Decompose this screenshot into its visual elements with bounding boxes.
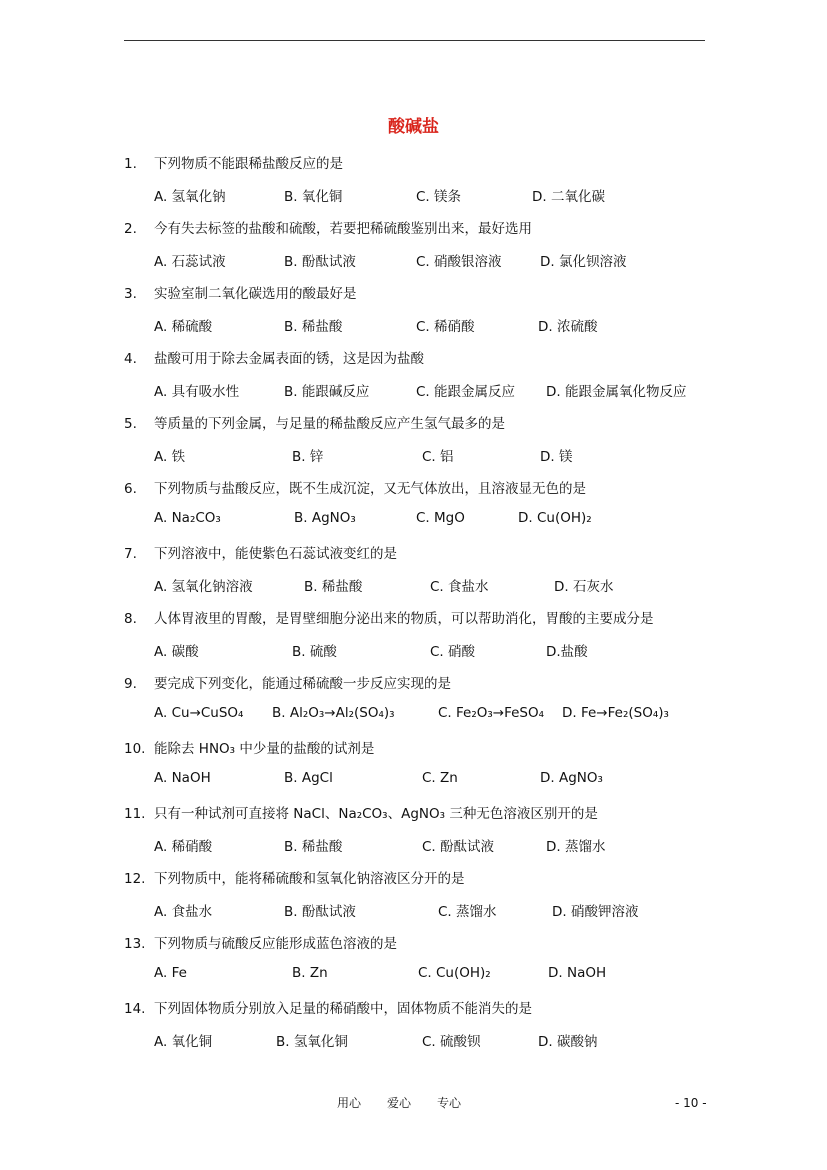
- question-number: 10.: [124, 741, 146, 757]
- question-number: 9.: [124, 676, 137, 692]
- question-number: 2.: [124, 221, 137, 237]
- option-a: A. 碳酸: [154, 644, 199, 660]
- option-a: A. 氢氧化钠溶液: [154, 579, 253, 595]
- question-text: 下列物质与硫酸反应能形成蓝色溶液的是: [154, 936, 397, 952]
- option-c: C. 硝酸银溶液: [416, 254, 502, 270]
- option-b: B. 酚酞试液: [284, 254, 356, 270]
- question-stem: [124, 217, 532, 237]
- option-d: D. 浓硫酸: [538, 319, 598, 335]
- option-b: B. 能跟碱反应: [284, 384, 370, 400]
- option-b: B. Al₂O₃→Al₂(SO₄)₃: [272, 705, 395, 721]
- question-text: 下列物质与盐酸反应，既不生成沉淀，又无气体放出，且溶液显无色的是: [154, 481, 586, 497]
- question-text: 能除去 HNO₃ 中少量的盐酸的试剂是: [154, 741, 375, 757]
- question-number: 4.: [124, 351, 137, 367]
- question-13: [0, 932, 827, 997]
- page-number: - 10 -: [675, 1096, 707, 1110]
- question-9: [0, 672, 827, 737]
- question-6: [0, 477, 827, 542]
- option-d: D. AgNO₃: [540, 770, 603, 786]
- question-number: 3.: [124, 286, 137, 302]
- option-b: B. AgCl: [284, 770, 333, 786]
- question-number: 1.: [124, 156, 137, 172]
- page-title: 酸碱盐: [388, 117, 439, 137]
- option-a: A. 稀硝酸: [154, 839, 213, 855]
- option-d: D. 硝酸钾溶液: [552, 904, 639, 920]
- option-a: A. 食盐水: [154, 904, 213, 920]
- question-text: 实验室制二氧化碳选用的酸最好是: [154, 286, 357, 302]
- question-stem: [124, 412, 505, 432]
- option-c: C. Cu(OH)₂: [418, 965, 491, 981]
- question-number: 7.: [124, 546, 137, 562]
- question-number: 8.: [124, 611, 137, 627]
- question-text: 下列物质中，能将稀硫酸和氢氧化钠溶液区分开的是: [154, 871, 465, 887]
- question-text: 下列固体物质分别放入足量的稀硝酸中，固体物质不能消失的是: [154, 1001, 532, 1017]
- question-1: [0, 152, 827, 217]
- option-b: B. 酚酞试液: [284, 904, 356, 920]
- option-d: D. Cu(OH)₂: [518, 510, 592, 526]
- question-stem: [124, 282, 357, 302]
- option-d: D. 碳酸钠: [538, 1034, 598, 1050]
- option-c: C. 铝: [422, 449, 454, 465]
- option-b: B. Zn: [292, 965, 328, 981]
- option-c: C. 酚酞试液: [422, 839, 495, 855]
- question-stem: [124, 477, 586, 497]
- option-c: C. 能跟金属反应: [416, 384, 516, 400]
- question-2: [0, 217, 827, 282]
- option-a: A. Cu→CuSO₄: [154, 705, 244, 721]
- option-a: A. Na₂CO₃: [154, 510, 221, 526]
- question-text: 人体胃液里的胃酸，是胃壁细胞分泌出来的物质，可以帮助消化，胃酸的主要成分是: [154, 611, 654, 627]
- question-text: 下列物质不能跟稀盐酸反应的是: [154, 156, 343, 172]
- option-b: B. 氧化铜: [284, 189, 343, 205]
- question-11: [0, 802, 827, 867]
- question-number: 14.: [124, 1001, 146, 1017]
- question-10: [0, 737, 827, 802]
- option-d: D. 氯化钡溶液: [540, 254, 627, 270]
- option-d: D. 蒸馏水: [546, 839, 606, 855]
- option-d: D. 二氧化碳: [532, 189, 605, 205]
- question-stem: [124, 932, 397, 952]
- question-stem: [124, 802, 598, 822]
- question-stem: [124, 347, 424, 367]
- option-d: D. NaOH: [548, 965, 607, 981]
- question-stem: [124, 997, 532, 1017]
- question-14: [0, 997, 827, 1062]
- option-a: A. 氧化铜: [154, 1034, 213, 1050]
- option-b: B. 稀盐酸: [284, 319, 343, 335]
- question-number: 12.: [124, 871, 146, 887]
- question-stem: [124, 542, 397, 562]
- question-text: 只有一种试剂可直接将 NaCl、Na₂CO₃、AgNO₃ 三种无色溶液区别开的是: [154, 806, 598, 822]
- option-d: D. 石灰水: [554, 579, 614, 595]
- question-stem: [124, 607, 654, 627]
- question-12: [0, 867, 827, 932]
- footer-item-2: 爱心: [387, 1096, 412, 1110]
- question-stem: [124, 152, 343, 172]
- footer-item-1: 用心: [337, 1096, 362, 1110]
- option-b: B. 稀盐酸: [304, 579, 363, 595]
- question-text: 下列溶液中，能使紫色石蕊试液变红的是: [154, 546, 397, 562]
- option-a: A. NaOH: [154, 770, 211, 786]
- question-stem: [124, 672, 451, 692]
- question-text: 今有失去标签的盐酸和硫酸，若要把稀硫酸鉴别出来，最好选用: [154, 221, 532, 237]
- option-a: A. 石蕊试液: [154, 254, 226, 270]
- option-d: D. 镁: [540, 449, 573, 465]
- option-c: C. Zn: [422, 770, 458, 786]
- question-stem: [124, 737, 374, 757]
- footer-item-3: 专心: [437, 1096, 462, 1110]
- option-c: C. 蒸馏水: [438, 904, 497, 920]
- question-number: 5.: [124, 416, 137, 432]
- option-c: C. 食盐水: [430, 579, 489, 595]
- option-d: D. 能跟金属氧化物反应: [546, 384, 687, 400]
- option-c: C. MgO: [416, 510, 465, 526]
- option-c: C. 镁条: [416, 189, 462, 205]
- option-d: D. Fe→Fe₂(SO₄)₃: [562, 705, 669, 721]
- question-8: [0, 607, 827, 672]
- question-text: 盐酸可用于除去金属表面的锈，这是因为盐酸: [154, 351, 424, 367]
- question-7: [0, 542, 827, 607]
- question-stem: [124, 867, 465, 887]
- question-5: [0, 412, 827, 477]
- option-b: B. AgNO₃: [294, 510, 356, 526]
- header-rule: [124, 40, 705, 41]
- option-a: A. 稀硫酸: [154, 319, 213, 335]
- option-a: A. 铁: [154, 449, 186, 465]
- option-c: C. 硝酸: [430, 644, 476, 660]
- question-number: 11.: [124, 806, 146, 822]
- question-text: 等质量的下列金属，与足量的稀盐酸反应产生氢气最多的是: [154, 416, 505, 432]
- option-a: A. Fe: [154, 965, 187, 981]
- question-text: 要完成下列变化，能通过稀硫酸一步反应实现的是: [154, 676, 451, 692]
- option-b: B. 硫酸: [292, 644, 337, 660]
- option-b: B. 氢氧化铜: [276, 1034, 348, 1050]
- option-a: A. 氢氧化钠: [154, 189, 226, 205]
- option-c: C. 稀硝酸: [416, 319, 475, 335]
- option-c: C. 硫酸钡: [422, 1034, 481, 1050]
- option-a: A. 具有吸水性: [154, 384, 240, 400]
- option-b: B. 锌: [292, 449, 324, 465]
- option-c: C. Fe₂O₃→FeSO₄: [438, 705, 545, 721]
- question-4: [0, 347, 827, 412]
- option-d: D.盐酸: [546, 644, 588, 660]
- question-number: 6.: [124, 481, 137, 497]
- question-3: [0, 282, 827, 347]
- question-number: 13.: [124, 936, 146, 952]
- option-b: B. 稀盐酸: [284, 839, 343, 855]
